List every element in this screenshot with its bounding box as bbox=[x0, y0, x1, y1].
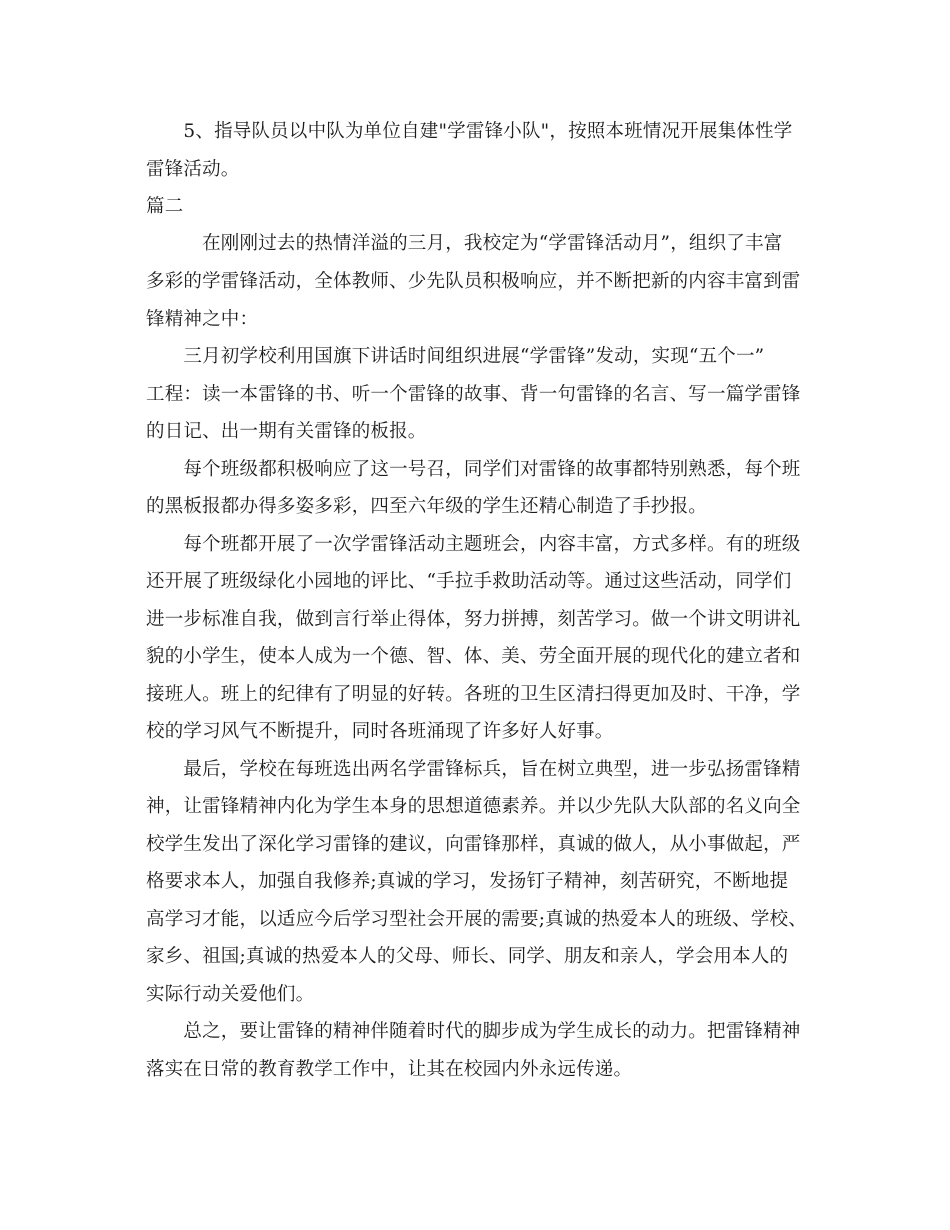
text-line: 实际行动关爱他们。 bbox=[146, 984, 315, 1005]
text-line: 貌的小学生，使本人成为一个德、智、体、美、劳全面开展的现代化的建立者和 bbox=[146, 646, 801, 667]
text-line: 高学习才能，以适应今后学习型社会开展的需要;真诚的热爱本人的班级、学校、 bbox=[146, 909, 807, 930]
text-line: 校学生发出了深化学习雷锋的建议，向雷锋那样，真诚的做人，从小事做起，严 bbox=[146, 834, 801, 855]
text-line: 总之，要让雷锋的精神伴随着时代的脚步成为学生成长的动力。把雷锋精神 bbox=[146, 1021, 801, 1042]
text-line: 校的学习风气不断提升，同时各班涌现了许多好人好事。 bbox=[146, 721, 614, 742]
text-line: 工程：读一本雷锋的书、听一个雷锋的故事、背一句雷锋的名言、写一篇学雷锋 bbox=[146, 384, 801, 405]
section-heading: 篇二 bbox=[146, 196, 184, 217]
text-line: 5、指导队员以中队为单位自建"学雷锋小队"，按照本班情况开展集体性学 bbox=[146, 121, 793, 142]
text-line: 多彩的学雷锋活动，全体教师、少先队员积极响应，并不断把新的内容丰富到雷 bbox=[146, 271, 801, 292]
text-line: 神，让雷锋精神内化为学生本身的思想道德素养。并以少先队大队部的名义向全 bbox=[146, 796, 801, 817]
text-line: 落实在日常的教育教学工作中，让其在校园内外永远传递。 bbox=[146, 1059, 633, 1080]
text-line: 还开展了班级绿化小园地的评比、“手拉手救助活动等。通过这些活动，同学们 bbox=[146, 571, 792, 592]
text-line: 雷锋活动。 bbox=[146, 159, 240, 180]
text-line: 在刚刚过去的热情洋溢的三月，我校定为“学雷锋活动月”，组织了丰富 bbox=[146, 233, 783, 254]
text-line: 的日记、出一期有关雷锋的板报。 bbox=[146, 421, 427, 442]
text-line: 家乡、祖国;真诚的热爱本人的父母、师长、同学、朋友和亲人，学会用本人的 bbox=[146, 946, 789, 967]
text-line: 锋精神之中： bbox=[146, 309, 259, 330]
text-line: 格要求本人，加强自我修养;真诚的学习，发扬钉子精神，刻苦研究，不断地提 bbox=[146, 871, 789, 892]
text-line: 接班人。班上的纪律有了明显的好转。各班的卫生区清扫得更加及时、干净，学 bbox=[146, 684, 801, 705]
text-line: 每个班级都积极响应了这一号召，同学们对雷锋的故事都特别熟悉，每个班 bbox=[146, 459, 801, 480]
text-line: 进一步标准自我，做到言行举止得体，努力拼搏，刻苦学习。做一个讲文明讲礼 bbox=[146, 609, 801, 630]
text-line: 的黑板报都办得多姿多彩，四至六年级的学生还精心制造了手抄报。 bbox=[146, 496, 708, 517]
text-line: 最后，学校在每班选出两名学雷锋标兵，旨在树立典型，进一步弘扬雷锋精 bbox=[146, 759, 801, 780]
text-line: 每个班都开展了一次学雷锋活动主题班会，内容丰富，方式多样。有的班级 bbox=[146, 534, 801, 555]
text-line: 三月初学校利用国旗下讲话时间组织进展“学雷锋”发动，实现“五个一” bbox=[146, 346, 765, 367]
